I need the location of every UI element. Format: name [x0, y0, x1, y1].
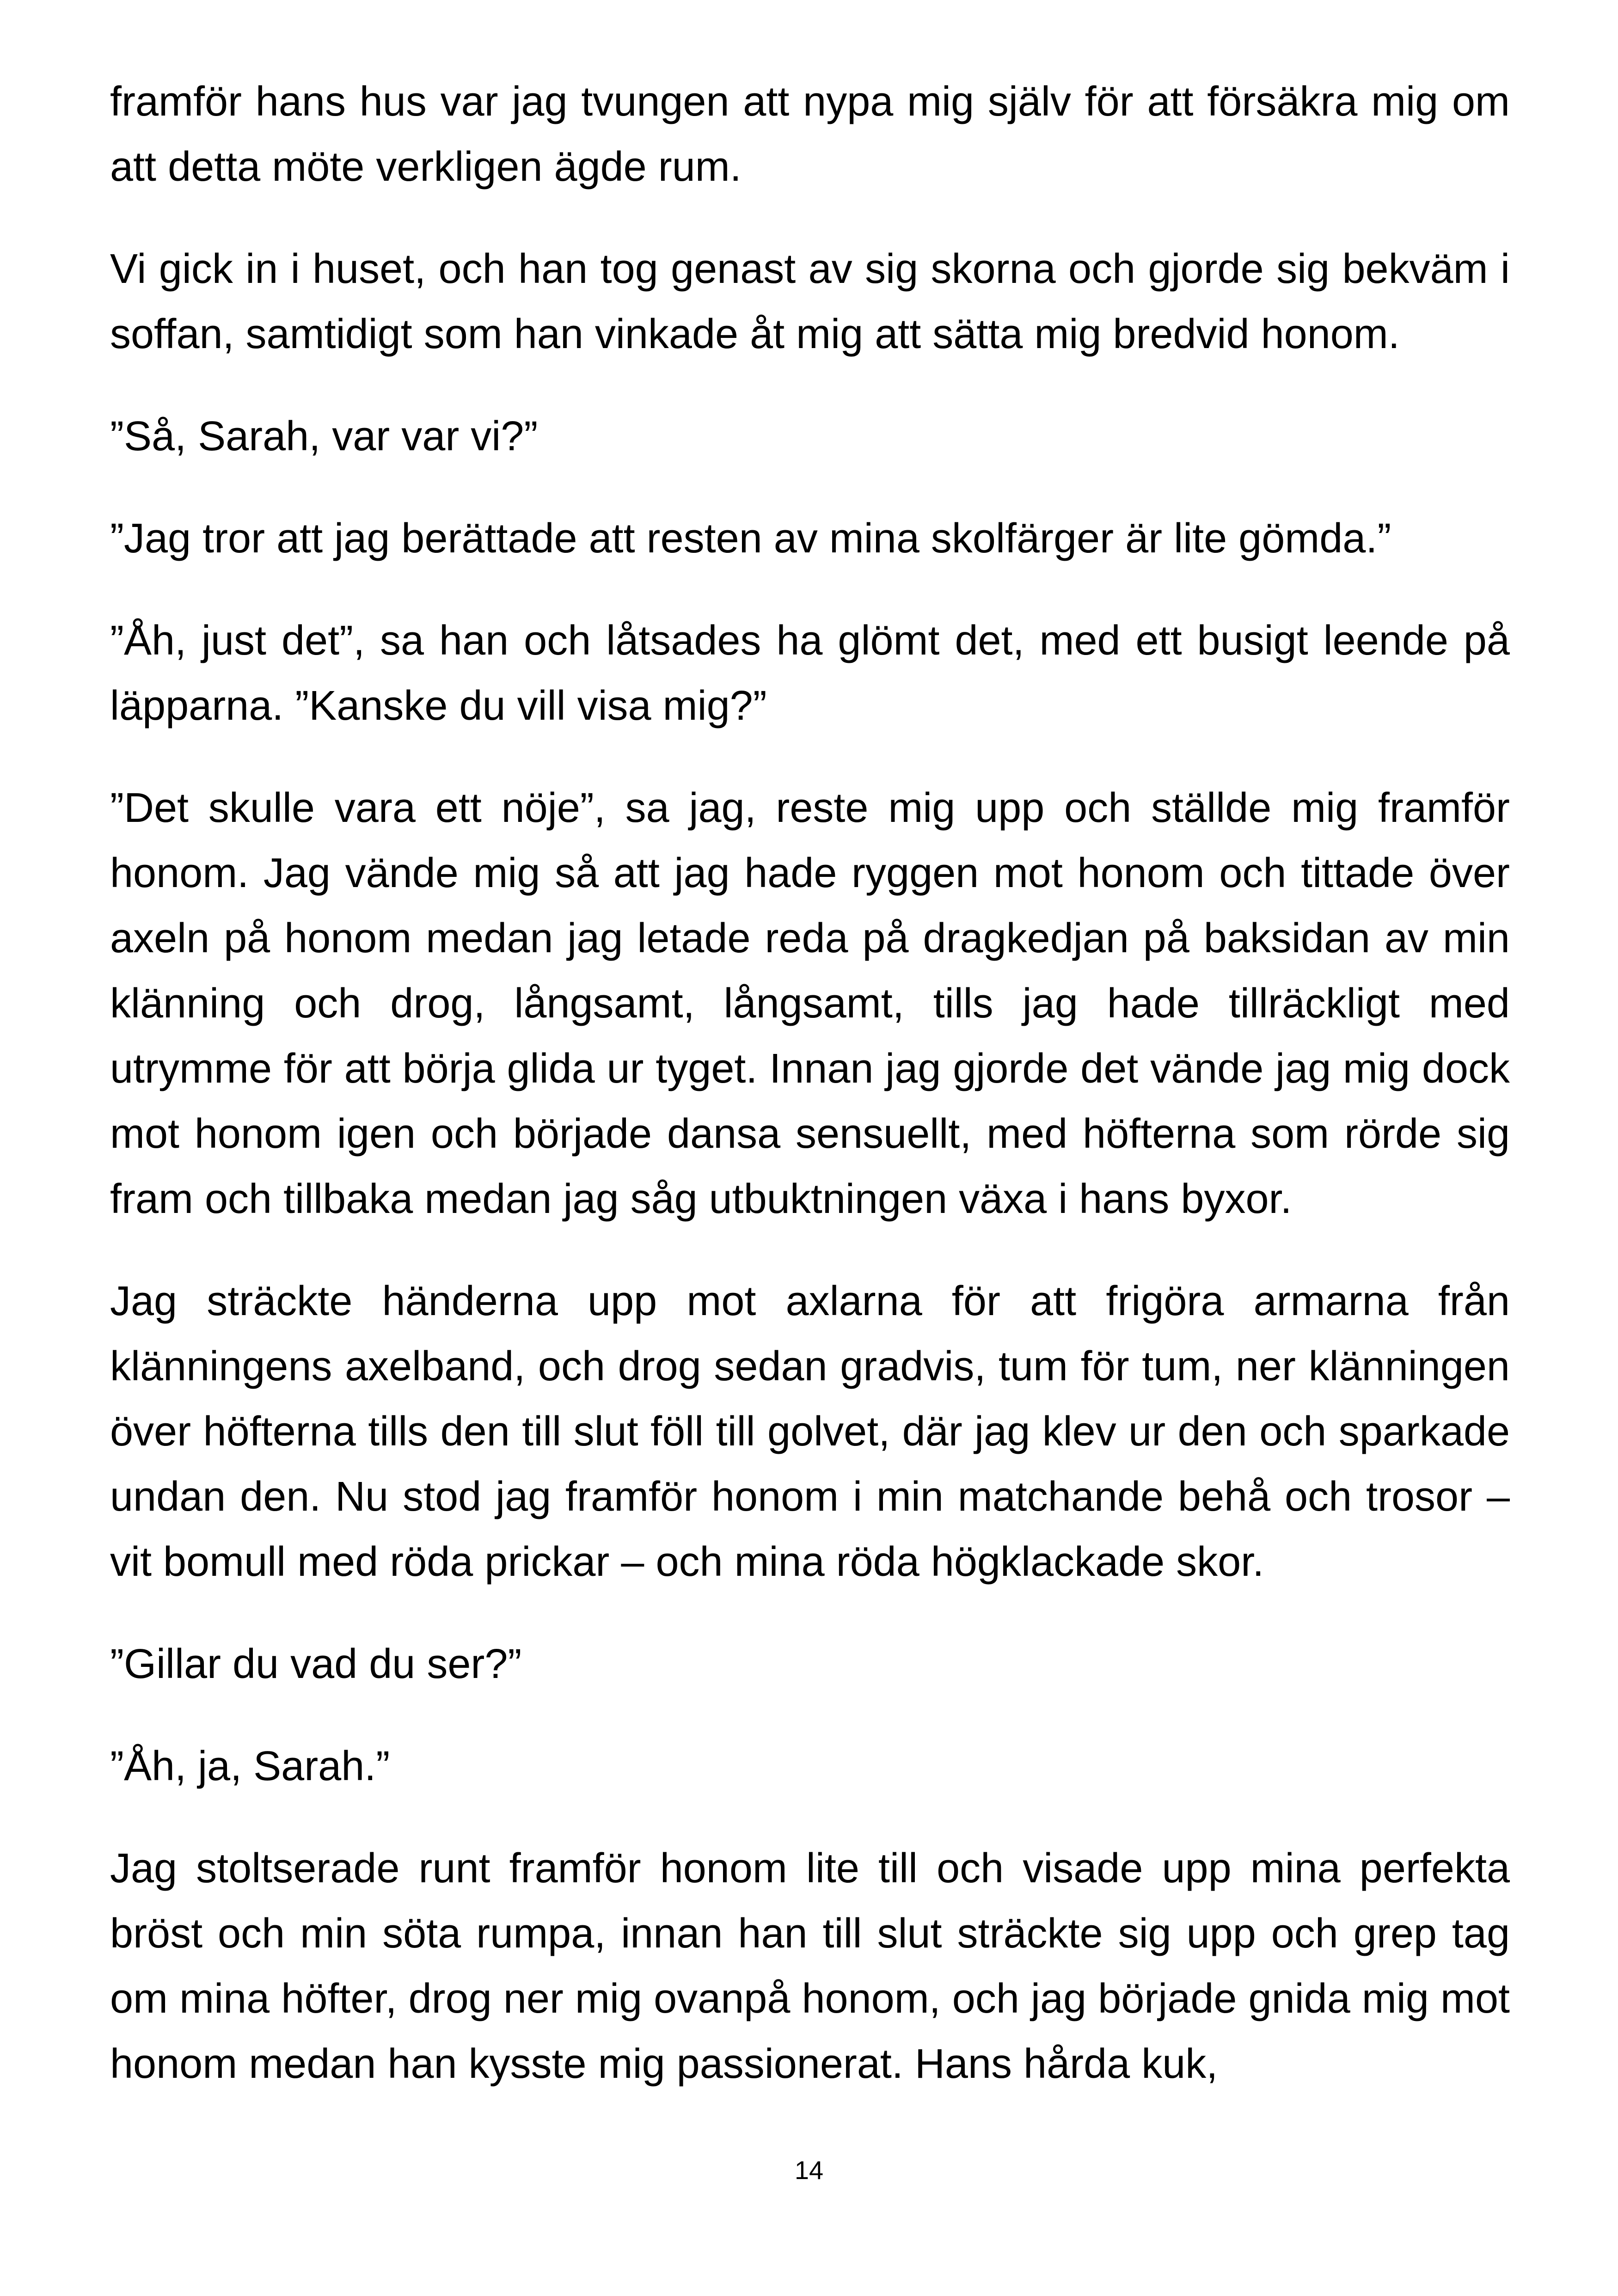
dialogue-paragraph: ”Jag tror att jag berättade att resten av mina skolfärger är lite gömda.”: [110, 515, 1391, 562]
paragraph: Vi gick in i huset, och han tog genast av sig skorna och gjorde sig bekväm i soffan, samtidigt som han vinkade åt mig att sätta mig bredvid honom.: [110, 246, 1510, 357]
paragraph: framför hans hus var jag tvungen att nypa mig själv för att försäkra mig om att detta möte verkligen ägde rum.: [110, 79, 1510, 190]
page-body: [110, 69, 1510, 2134]
dialogue-paragraph: ”Åh, ja, Sarah.”: [110, 1743, 390, 1789]
paragraph: Jag stoltserade runt framför honom lite till och visade upp mina perfekta bröst och min söta rumpa, innan han till slut sträckte sig upp och grep tag om mina höfter, drog ner mig ovanpå honom, och jag började gnida mig mot honom medan han kysste mig passionerat. Hans hårda kuk,: [110, 1845, 1510, 2087]
dialogue-paragraph: ”Så, Sarah, var var vi?”: [110, 413, 538, 459]
dialogue-paragraph: ”Gillar du vad du ser?”: [110, 1641, 522, 1687]
dialogue-paragraph: ”Åh, just det”, sa han och låtsades ha glömt det, med ett busigt leende på läpparna. ”Kanske du vill visa mig?”: [110, 618, 1510, 729]
paragraph: Jag sträckte händerna upp mot axlarna för att frigöra armarna från klänningens axelband, och drog sedan gradvis, tum för tum, ner klänningen över höfterna tills den till slut föll till golvet, där jag klev ur den och sparkade undan den. Nu stod jag framför honom i min matchande behå och trosor – vit bomull med röda prickar – och mina röda högklackade skor.: [110, 1278, 1510, 1585]
page-number: 14: [794, 2155, 824, 2185]
paragraph: ”Det skulle vara ett nöje”, sa jag, reste mig upp och ställde mig framför honom. Jag vände mig så att jag hade ryggen mot honom och tittade över axeln på honom medan jag letade reda på dragkedjan på baksidan av min klänning och drog, långsamt, långsamt, tills jag hade tillräckligt med utrymme för att börja glida ur tyget. Innan jag gjorde det vände jag mig dock mot honom igen och började dansa sensuellt, med höfterna som rörde sig fram och tillbaka medan jag såg utbuktningen växa i hans byxor.: [110, 785, 1510, 1222]
